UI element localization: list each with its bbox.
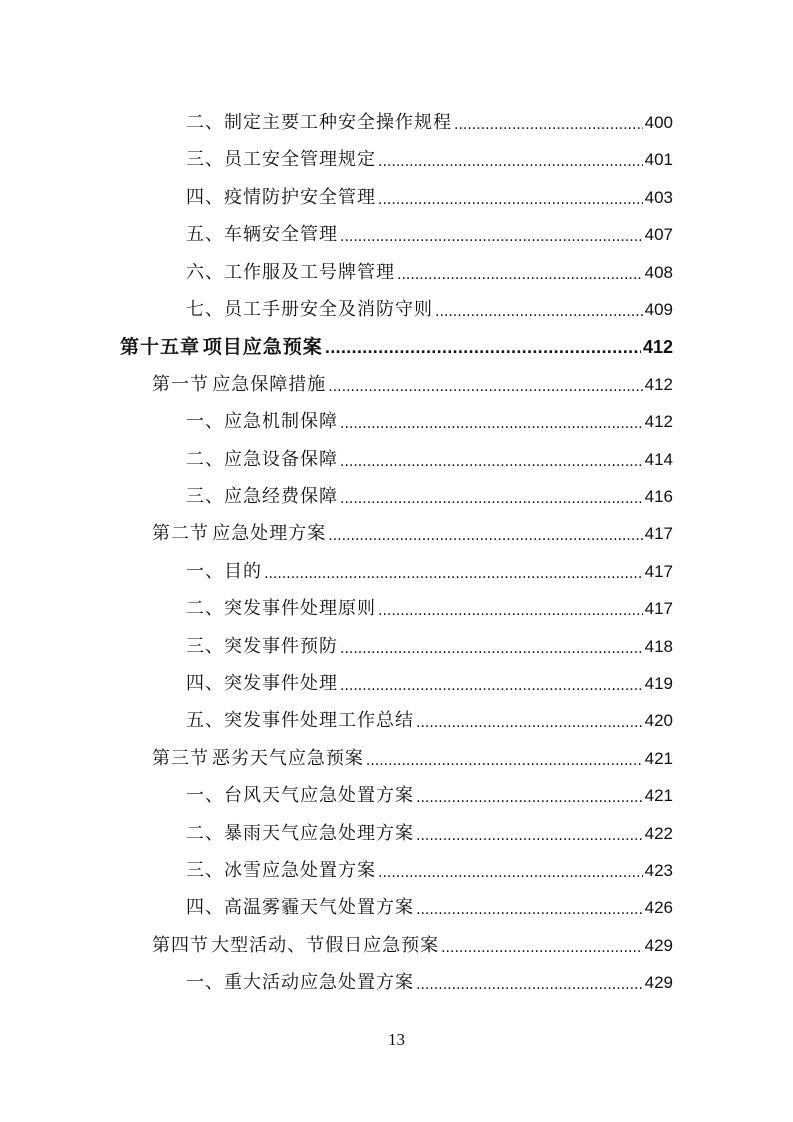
toc-dot-leader [397, 266, 643, 284]
toc-entry-title: 员工手册安全及消防守则 [224, 299, 433, 320]
toc-entry-title: 冰雪应急处置方案 [224, 860, 376, 881]
toc-entry-title: 应急处理方案 [212, 523, 327, 545]
toc-entry-number: 一、 [186, 560, 224, 582]
toc-entry-number: 七、 [186, 299, 224, 320]
toc-entry-number: 二、 [186, 598, 224, 620]
toc-dot-leader [416, 827, 643, 845]
toc-entry-title: 台风天气应急处置方案 [224, 785, 414, 807]
toc-dot-leader [340, 490, 643, 508]
toc-entry-number: 四、 [186, 673, 224, 694]
toc-entry-item[interactable] [0, 702, 673, 732]
toc-entry-item[interactable] [0, 441, 673, 471]
toc-entry-number: 三、 [186, 149, 224, 171]
toc-dot-leader [435, 303, 643, 321]
toc-entry-item[interactable] [0, 553, 673, 583]
toc-entry-page: 401 [644, 150, 673, 170]
toc-entry-item[interactable] [0, 665, 673, 695]
toc-dot-leader [340, 677, 643, 695]
toc-entry-title: 暴雨天气应急处理方案 [224, 822, 414, 844]
toc-entry-title: 大型活动、节假日应急预案 [211, 934, 440, 956]
toc-entry-number: 三、 [186, 486, 224, 507]
toc-dot-leader [340, 228, 643, 246]
toc-entry-title: 突发事件处理工作总结 [224, 710, 414, 732]
toc-entry-page: 412 [642, 337, 673, 358]
toc-entry-page: 417 [644, 561, 673, 581]
toc-entry-item[interactable] [0, 254, 673, 284]
toc-entry-title: 恶劣天气应急预案 [211, 747, 364, 769]
toc-entry-item[interactable] [0, 815, 673, 845]
toc-entry-title: 目的 [224, 560, 262, 582]
toc-entry-page: 421 [644, 748, 673, 768]
toc-entry-page: 419 [644, 674, 673, 693]
toc-dot-leader [454, 116, 643, 134]
toc-entry-chapter[interactable] [0, 328, 673, 358]
toc-dot-leader [340, 415, 643, 433]
toc-entry-item[interactable] [0, 964, 673, 994]
toc-entry-title: 车辆安全管理 [224, 224, 338, 246]
toc-entry-item[interactable] [0, 291, 673, 321]
toc-dot-leader [328, 527, 642, 545]
toc-entry-number: 第十五章 [120, 336, 201, 359]
toc-entry-number: 四、 [186, 897, 224, 919]
toc-entry-page: 429 [644, 973, 673, 993]
toc-dot-leader [325, 340, 641, 358]
toc-entry-number: 三、 [186, 860, 224, 881]
toc-entry-item[interactable] [0, 216, 673, 246]
toc-entry-number: 二、 [186, 448, 224, 470]
toc-entry-section[interactable] [0, 927, 673, 957]
toc-entry-title: 突发事件处理 [224, 673, 338, 694]
toc-dot-leader [378, 191, 643, 209]
toc-entry-page: 409 [644, 300, 673, 319]
toc-entry-item[interactable] [0, 179, 673, 209]
toc-dot-leader [340, 453, 643, 471]
toc-dot-leader [441, 939, 643, 957]
toc-dot-leader [416, 901, 643, 919]
toc-entry-page: 418 [644, 636, 673, 656]
toc-entry-page: 412 [644, 412, 673, 432]
toc-entry-title: 应急保障措施 [212, 373, 327, 395]
toc-entry-section[interactable] [0, 740, 673, 770]
toc-entry-page: 414 [644, 449, 673, 469]
toc-entry-item[interactable] [0, 628, 673, 658]
toc-entry-page: 417 [644, 524, 673, 544]
toc-entry-number: 五、 [186, 224, 224, 246]
toc-entry-page: 417 [644, 599, 673, 619]
toc-entry-number: 二、 [186, 822, 224, 844]
toc-entry-page: 416 [644, 487, 673, 506]
toc-entry-item[interactable] [0, 104, 673, 134]
toc-entry-number: 一、 [186, 411, 224, 433]
toc-dot-leader [416, 976, 643, 994]
toc-entry-page: 412 [644, 374, 673, 394]
toc-entry-title: 突发事件处理原则 [224, 598, 376, 620]
toc-entry-title: 制定主要工种安全操作规程 [224, 112, 452, 133]
toc-dot-leader [340, 640, 643, 658]
toc-entry-number: 一、 [186, 785, 224, 807]
toc-dot-leader [378, 602, 643, 620]
toc-dot-leader [366, 752, 643, 770]
toc-entry-title: 突发事件预防 [224, 635, 338, 657]
toc-entry-number: 一、 [186, 972, 224, 994]
toc-entry-title: 员工安全管理规定 [224, 149, 376, 171]
toc-entry-page: 420 [644, 711, 673, 731]
toc-dot-leader [378, 864, 643, 882]
toc-entry-title: 疫情防护安全管理 [224, 186, 376, 208]
toc-entry-number: 第四节 [152, 934, 209, 956]
toc-entry-title: 应急设备保障 [224, 448, 338, 470]
toc-entry-number: 六、 [186, 261, 224, 283]
toc-entry-title: 项目应急预案 [202, 336, 323, 359]
toc-entry-number: 第一节 [152, 373, 209, 395]
toc-entry-item[interactable] [0, 590, 673, 620]
toc-entry-number: 四、 [186, 186, 224, 208]
toc-entry-item[interactable] [0, 403, 673, 433]
toc-entry-title: 应急机制保障 [224, 411, 338, 433]
toc-entry-page: 408 [644, 262, 673, 282]
toc-dot-leader [378, 153, 643, 171]
toc-entry-number: 三、 [186, 635, 224, 657]
toc-entry-title: 重大活动应急处置方案 [224, 972, 414, 994]
toc-entry-item[interactable] [0, 141, 673, 171]
toc-entry-item[interactable] [0, 889, 673, 919]
toc-entry-section[interactable] [0, 366, 673, 396]
toc-entry-page: 407 [644, 225, 673, 245]
toc-entry-page: 400 [644, 113, 673, 132]
toc-entry-section[interactable] [0, 515, 673, 545]
toc-dot-leader [416, 789, 643, 807]
toc-entry-title: 高温雾霾天气处置方案 [224, 897, 414, 919]
toc-entry-item[interactable] [0, 852, 673, 882]
page-number: 13 [388, 1030, 405, 1049]
toc-entry-page: 429 [644, 935, 673, 955]
toc-entry-number: 第二节 [152, 523, 209, 545]
toc-entry-number: 第三节 [152, 747, 209, 769]
toc-entry-title: 工作服及工号牌管理 [224, 261, 395, 283]
toc-entry-page: 403 [644, 187, 673, 207]
toc-entry-page: 422 [644, 823, 673, 843]
toc-entry-page: 423 [644, 861, 673, 880]
toc-entry-title: 应急经费保障 [224, 486, 338, 507]
toc-entry-number: 二、 [186, 112, 224, 133]
toc-entry-item[interactable] [0, 777, 673, 807]
toc-entry-page: 426 [644, 898, 673, 918]
toc-entry-page: 421 [644, 786, 673, 806]
toc-dot-leader [416, 714, 643, 732]
toc-entry-number: 五、 [186, 710, 224, 732]
toc-dot-leader [328, 378, 642, 396]
toc-dot-leader [264, 565, 643, 583]
toc-entry-item[interactable] [0, 478, 673, 508]
